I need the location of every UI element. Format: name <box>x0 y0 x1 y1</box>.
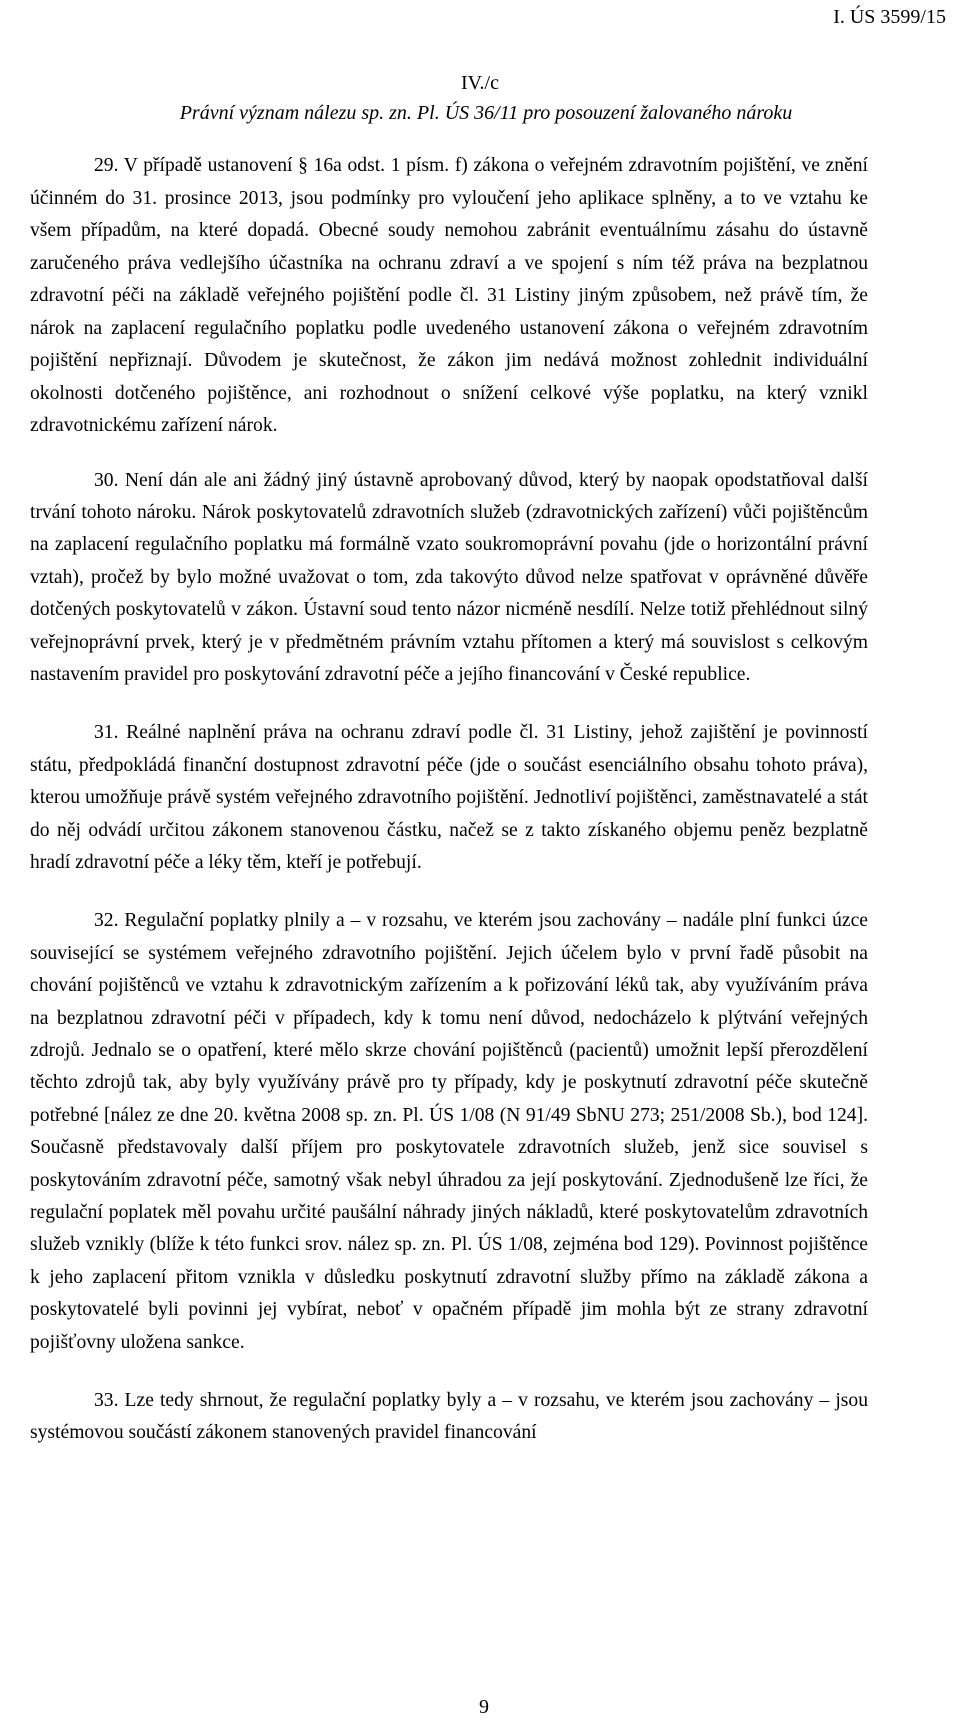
paragraph-31: 31. Reálné naplnění práva na ochranu zdraví podle čl. 31 Listiny, jehož zajištění je povinností státu, předpokládá finanční dostupnost zdravotní péče (jde o součást esenciálního obsahu tohoto práva), kterou umožňuje právě systém veřejného zdravotního pojištění. Jednotliví pojištěnci, zaměstnavatelé a stát do něj odvádí určitou zákonem stanovenou částku, načež se z takto získaného objemu peněz bezplatně hradí zdravotní péče a léky těm, kteří je potřebují. <box>30 722 868 873</box>
case-reference: I. ÚS 3599/15 <box>833 6 946 28</box>
section-title: Právní význam nálezu sp. zn. Pl. ÚS 36/11 pro posouzení žalovaného nároku <box>179 102 793 124</box>
paragraph-32: 32. Regulační poplatky plnily a – v rozsahu, ve kterém jsou zachovány – nadále plní funkci úzce související se systémem veřejného zdravotního pojištění. Jejich účelem bylo v první řadě působit na chování pojištěnců ve vztahu k zdravotnickým zařízením a k pořizování léků tak, aby využíváním práva na bezplatnou zdravotní péči v případech, kdy k tomu není důvod, nedocházelo k plýtvání veřejných zdrojů. Jednalo se o opatření, které mělo skrze chování pojištěnců (pacientů) umožnit lepší přerozdělení těchto zdrojů tak, aby byly využívány právě pro ty případy, kdy je poskytnutí zdravotní péče skutečně potřebné [nález ze dne 20. května 2008 sp. zn. Pl. ÚS 1/08 (N 91/49 SbNU 273; 251/2008 Sb.), bod 124]. Současně představovaly další příjem pro poskytovatele zdravotních služeb, jenž sice souvisel s poskytováním zdravotní péče, samotný však nebyl úhradou za její poskytování. Zjednodušeně lze říci, že regulační poplatek měl povahu určité paušální náhrady jiných nákladů, které poskytovatelům zdravotních služeb vznikly (blíže k této funkci srov. nález sp. zn. Pl. ÚS 1/08, zejména bod 129). Povinnost pojištěnce k jeho zaplacení přitom vznikla v důsledku poskytnutí zdravotní služby přímo na základě zákona a poskytovatelé byli povinni jej vybírat, neboť v opačném případě jim mohla být ze strany zdravotní pojišťovny uložena sankce. <box>30 910 868 1353</box>
page-number: 9 <box>479 1696 489 1718</box>
paragraph-30: 30. Není dán ale ani žádný jiný ústavně aprobovaný důvod, který by naopak opodstatňoval další trvání tohoto nároku. Nárok poskytovatelů zdravotních služeb (zdravotnických zařízení) vůči pojištěncům na zaplacení regulačního poplatku má formálně vzato soukromoprávní povahu (jde o horizontální právní vztah), pročež by bylo možné uvažovat o tom, zda takovýto důvod nelze spatřovat v oprávněné důvěře dotčených poskytovatelů v zákon. Ústavní soud tento názor nicméně nesdílí. Nelze totiž přehlédnout silný veřejnoprávní prvek, který je v předmětném právním vztahu přítomen a který má souvislost s celkovým nastavením pravidel pro poskytování zdravotní péče a jejího financování v České republice. <box>30 469 868 685</box>
section-number: IV./c <box>461 72 499 94</box>
section-heading <box>0 68 960 128</box>
paragraph-29: 29. V případě ustanovení § 16a odst. 1 písm. f) zákona o veřejném zdravotním pojištění, ve znění účinném do 31. prosince 2013, jsou podmínky pro vyloučení jeho aplikace splněny, a to ve vztahu ke všem případům, na které dopadá. Obecné soudy nemohou zabránit eventuálnímu zásahu do ústavně zaručeného práva vedlejšího účastníka na ochranu zdraví a ve spojení s ním též práva na bezplatnou zdravotní péči na základě veřejného pojištění podle čl. 31 Listiny jiným způsobem, než právě tím, že nárok na zaplacení regulačního poplatku podle uvedeného ustanovení zákona o veřejném zdravotním pojištění nepřiznají. Důvodem je skutečnost, že zákon jim nedává možnost zohlednit individuální okolnosti dotčeného pojištěnce, ani rozhodnout o snížení celkové výše poplatku, na který vznikl zdravotnickému zařízení nárok. <box>30 155 868 436</box>
paragraph-33: 33. Lze tedy shrnout, že regulační poplatky byly a – v rozsahu, ve kterém jsou zachovány – jsou systémovou součástí zákonem stanovených pravidel financování <box>30 1390 868 1444</box>
document-body <box>30 150 868 1476</box>
